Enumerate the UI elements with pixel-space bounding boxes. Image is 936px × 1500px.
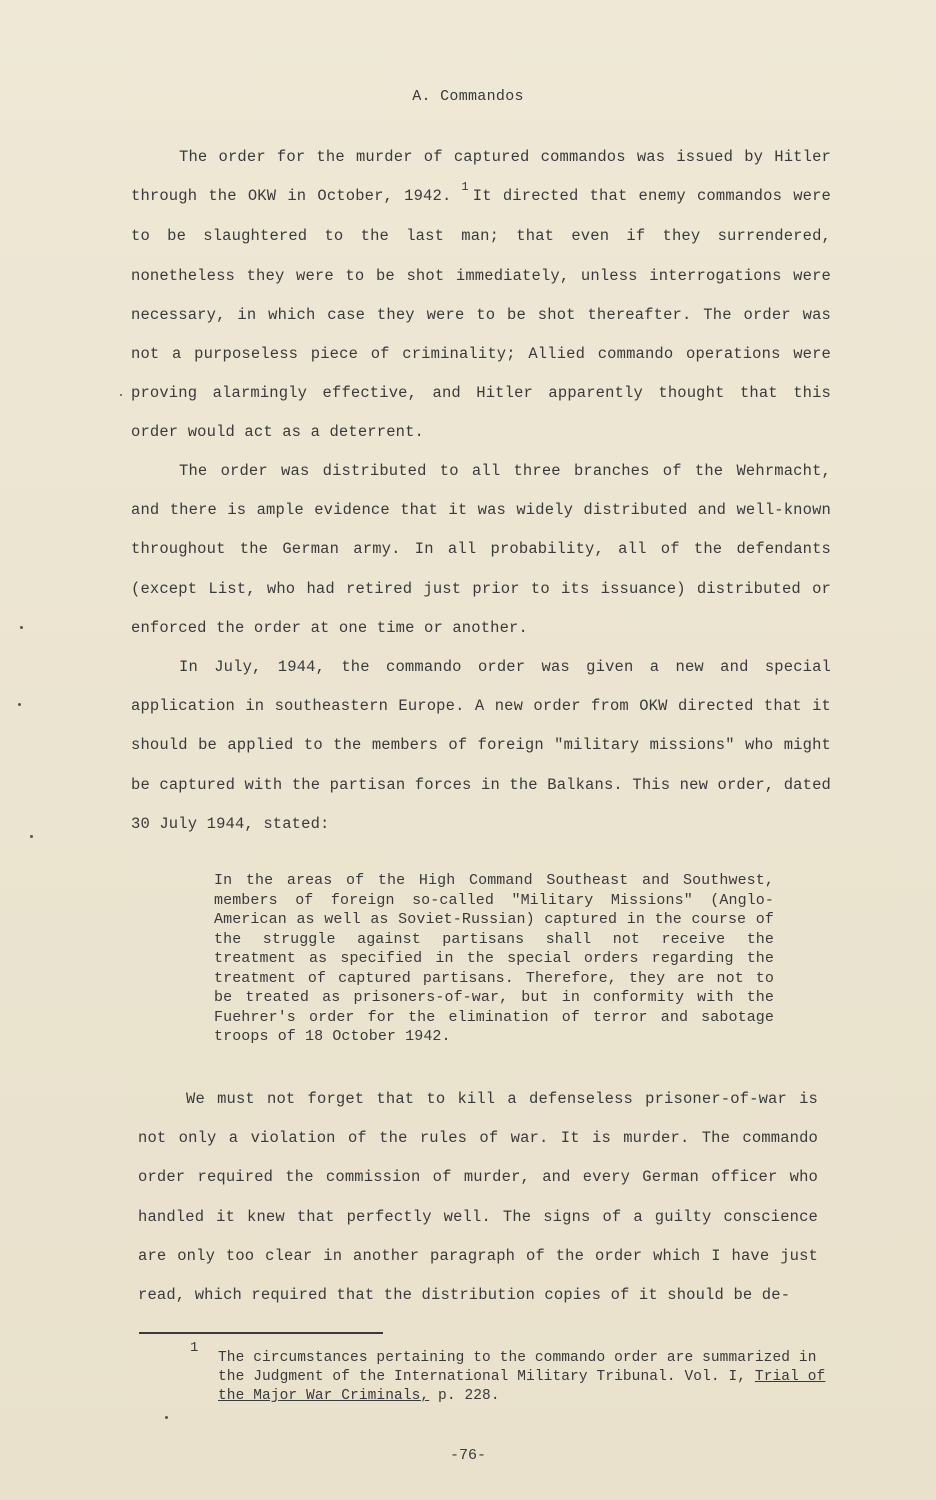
paper-speck (165, 1416, 168, 1419)
paragraph-text: The order for the murder of captured commandos was issued by Hitler through the OKW in October, 1942. (131, 148, 831, 206)
paper-speck (20, 626, 23, 629)
paper-speck (30, 835, 33, 838)
paragraph-text: The order was distributed to all three branches of the Wehrmacht, and there is ample evidence that it was widely distributed and well-known throughout the German army. In all probability, all of the defendants (except List, who had retired just prior to its issuance) distributed or enforced the order at one time or another. (131, 462, 831, 637)
section-heading: A. Commandos (412, 88, 524, 105)
paper-speck (18, 703, 21, 706)
paragraph-july-1944 (131, 648, 831, 844)
paragraph-commando-order (131, 138, 831, 453)
footnote-title: Trial of the Major War Criminals, (218, 1369, 826, 1404)
footnote-reference: 1 (461, 180, 469, 195)
footnote-divider (139, 1332, 383, 1334)
paragraph-murder (138, 1080, 818, 1315)
paragraph-text: We must not forget that to kill a defenseless prisoner-of-war is not only a violation of the rules of war. It is murder. The commando order required the commission of murder, and every German officer who handled it knew that perfectly well. The signs of a guilty conscience are only too clear in another paragraph of the order which I have just read, which required that the distribution copies of it should be de- (138, 1090, 818, 1305)
paragraph-distribution (131, 452, 831, 648)
paragraph-text: It directed that enemy commandos were to be slaughtered to the last man; that even if they surrendered, nonetheless they were to be shot immediately, unless interrogations were necessary, in which case they were to be shot thereafter. The order was not a purposeless piece of criminality; Allied commando operations were proving alarmingly effective, and Hitler apparently thought that this order would act as a deterrent. (131, 187, 831, 442)
paragraph-text: In July, 1944, the commando order was given a new and special application in southeastern Europe. A new order from OKW directed that it should be applied to the members of foreign "military missions" who might be captured with the partisan forces in the Balkans. This new order, dated 30 July 1944, stated: (131, 658, 831, 833)
footnote-page: p. 228. (438, 1388, 500, 1404)
footnote-body: The circumstances pertaining to the commando order are summarized in the Judgment of the International Military Tribunal. Vol. I, (218, 1350, 817, 1385)
block-quote-order: In the areas of the High Command Southeast and Southwest, members of foreign so-called "Military Missions" (Anglo-American as well as Soviet-Russian) captured in the course of the struggle against partisans shall not receive the treatment as specified in the special orders regarding the treatment of captured partisans. Therefore, they are not to be treated as prisoners-of-war, but in conformity with the Fuehrer's order for the elimination of terror and sabotage troops of 18 October 1942. (214, 872, 774, 1045)
footnote-text (218, 1349, 828, 1406)
footnote-marker: 1 (190, 1340, 199, 1356)
page-number: -76- (449, 1447, 486, 1464)
paper-speck (120, 394, 122, 396)
